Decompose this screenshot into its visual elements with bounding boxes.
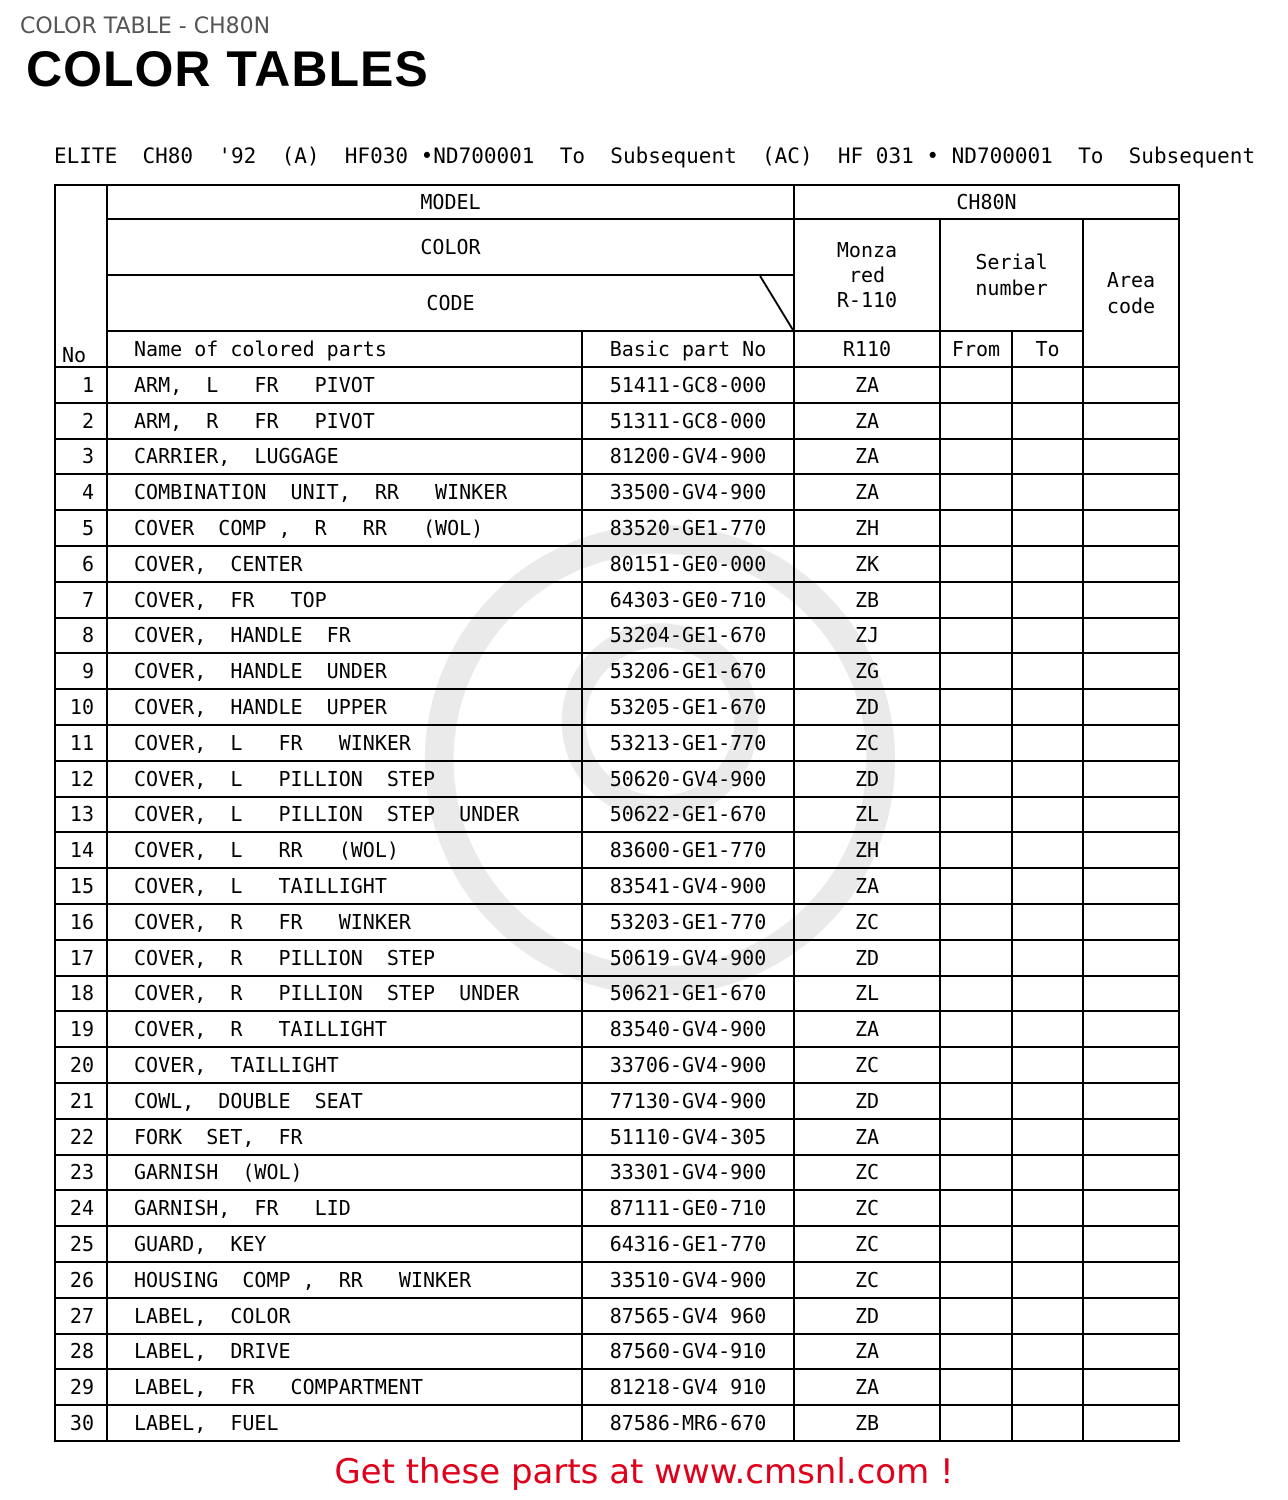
row-number: 1 xyxy=(55,367,107,403)
row-number: 16 xyxy=(55,904,107,940)
serial-to xyxy=(1012,1047,1083,1083)
color-code: ZA xyxy=(794,868,940,904)
serial-from xyxy=(940,904,1012,940)
serial-from xyxy=(940,1369,1012,1405)
serial-to xyxy=(1012,546,1083,582)
color-name: Monza red R-110 xyxy=(794,219,940,331)
row-number: 23 xyxy=(55,1155,107,1191)
serial-from xyxy=(940,976,1012,1012)
color-code: ZD xyxy=(794,940,940,976)
table-row xyxy=(55,653,1179,689)
part-name: COVER, R FR WINKER xyxy=(107,904,582,940)
serial-from xyxy=(940,832,1012,868)
serial-to xyxy=(1012,976,1083,1012)
serial-to xyxy=(1012,1226,1083,1262)
basic-part-number: 53206-GE1-670 xyxy=(582,653,794,689)
color-code: ZA xyxy=(794,474,940,510)
serial-from xyxy=(940,403,1012,439)
serial-from xyxy=(940,725,1012,761)
row-number: 13 xyxy=(55,797,107,833)
serial-to xyxy=(1012,1011,1083,1047)
table-row xyxy=(55,1155,1179,1191)
part-name: ARM, L FR PIVOT xyxy=(107,367,582,403)
color-code: ZA xyxy=(794,403,940,439)
serial-to xyxy=(1012,582,1083,618)
table-row xyxy=(55,976,1179,1012)
part-name: ARM, R FR PIVOT xyxy=(107,403,582,439)
color-code: ZH xyxy=(794,510,940,546)
area-code xyxy=(1083,940,1179,976)
basic-part-number: 33301-GV4-900 xyxy=(582,1155,794,1191)
serial-from xyxy=(940,1011,1012,1047)
color-code: ZD xyxy=(794,1083,940,1119)
area-code xyxy=(1083,832,1179,868)
serial-to xyxy=(1012,1119,1083,1155)
serial-to xyxy=(1012,1083,1083,1119)
part-name: COVER, FR TOP xyxy=(107,582,582,618)
area-code xyxy=(1083,1405,1179,1441)
basic-part-number: 64316-GE1-770 xyxy=(582,1226,794,1262)
serial-from xyxy=(940,653,1012,689)
area-code-header: Area code xyxy=(1083,219,1179,367)
serial-to xyxy=(1012,1155,1083,1191)
part-name: COVER, HANDLE FR xyxy=(107,618,582,654)
color-code: ZK xyxy=(794,546,940,582)
part-name: COVER, L TAILLIGHT xyxy=(107,868,582,904)
basic-part-number: 50620-GV4-900 xyxy=(582,761,794,797)
serial-from xyxy=(940,546,1012,582)
part-name: GUARD, KEY xyxy=(107,1226,582,1262)
basic-part-number: 87586-MR6-670 xyxy=(582,1405,794,1441)
row-number: 15 xyxy=(55,868,107,904)
row-number: 5 xyxy=(55,510,107,546)
basic-part-number: 33510-GV4-900 xyxy=(582,1262,794,1298)
area-code xyxy=(1083,510,1179,546)
area-code xyxy=(1083,868,1179,904)
row-number: 20 xyxy=(55,1047,107,1083)
part-name: COVER, R TAILLIGHT xyxy=(107,1011,582,1047)
part-name: COVER, L PILLION STEP UNDER xyxy=(107,797,582,833)
row-number: 6 xyxy=(55,546,107,582)
color-code: ZA xyxy=(794,439,940,475)
basic-part-number: 83600-GE1-770 xyxy=(582,832,794,868)
part-name: COVER COMP , R RR (WOL) xyxy=(107,510,582,546)
serial-from xyxy=(940,1334,1012,1370)
serial-from xyxy=(940,618,1012,654)
color-header: COLOR xyxy=(107,219,794,275)
color-code: ZA xyxy=(794,1119,940,1155)
row-number: 24 xyxy=(55,1190,107,1226)
color-code: ZB xyxy=(794,1405,940,1441)
row-number: 26 xyxy=(55,1262,107,1298)
area-code xyxy=(1083,403,1179,439)
area-code xyxy=(1083,1298,1179,1334)
color-code: ZC xyxy=(794,904,940,940)
area-code xyxy=(1083,367,1179,403)
table-row xyxy=(55,725,1179,761)
page-header: COLOR TABLE - CH80N xyxy=(20,14,271,39)
area-code xyxy=(1083,1262,1179,1298)
serial-from xyxy=(940,1047,1012,1083)
row-number: 18 xyxy=(55,976,107,1012)
part-name: FORK SET, FR xyxy=(107,1119,582,1155)
serial-from xyxy=(940,1298,1012,1334)
table-row xyxy=(55,510,1179,546)
color-code: ZC xyxy=(794,1190,940,1226)
serial-from xyxy=(940,797,1012,833)
color-code: ZA xyxy=(794,1334,940,1370)
basic-part-number: 50621-GE1-670 xyxy=(582,976,794,1012)
basic-part-number: 80151-GE0-000 xyxy=(582,546,794,582)
table-row xyxy=(55,582,1179,618)
basic-part-number: 87111-GE0-710 xyxy=(582,1190,794,1226)
serial-from xyxy=(940,510,1012,546)
area-code xyxy=(1083,1369,1179,1405)
name-column-header: Name of colored parts xyxy=(107,331,582,367)
color-code: ZL xyxy=(794,797,940,833)
table-row xyxy=(55,761,1179,797)
row-number: 14 xyxy=(55,832,107,868)
serial-from xyxy=(940,474,1012,510)
basic-part-number: 64303-GE0-710 xyxy=(582,582,794,618)
area-code xyxy=(1083,439,1179,475)
table-row xyxy=(55,1369,1179,1405)
table-row xyxy=(55,1083,1179,1119)
color-code: ZC xyxy=(794,1226,940,1262)
serial-from xyxy=(940,1083,1012,1119)
part-name: COVER, L RR (WOL) xyxy=(107,832,582,868)
serial-to xyxy=(1012,403,1083,439)
basic-part-number: 51110-GV4-305 xyxy=(582,1119,794,1155)
area-code xyxy=(1083,725,1179,761)
basic-part-number: 53203-GE1-770 xyxy=(582,904,794,940)
color-code: ZC xyxy=(794,1155,940,1191)
basic-part-number: 53213-GE1-770 xyxy=(582,725,794,761)
serial-to xyxy=(1012,689,1083,725)
basic-part-number: 33706-GV4-900 xyxy=(582,1047,794,1083)
color-code: ZC xyxy=(794,1262,940,1298)
area-code xyxy=(1083,1334,1179,1370)
serial-from xyxy=(940,1190,1012,1226)
table-row xyxy=(55,832,1179,868)
color-code: ZC xyxy=(794,1047,940,1083)
part-name: COVER, TAILLIGHT xyxy=(107,1047,582,1083)
table-row xyxy=(55,1119,1179,1155)
table-row xyxy=(55,1262,1179,1298)
serial-to xyxy=(1012,474,1083,510)
serial-to xyxy=(1012,1334,1083,1370)
part-name: COVER, L PILLION STEP xyxy=(107,761,582,797)
row-number: 29 xyxy=(55,1369,107,1405)
color-code: ZB xyxy=(794,582,940,618)
basic-part-number: 50619-GV4-900 xyxy=(582,940,794,976)
serial-to xyxy=(1012,940,1083,976)
row-number: 27 xyxy=(55,1298,107,1334)
serial-from-header: From xyxy=(940,331,1012,367)
serial-from xyxy=(940,940,1012,976)
area-code xyxy=(1083,618,1179,654)
area-code xyxy=(1083,582,1179,618)
table-row xyxy=(55,403,1179,439)
row-number: 28 xyxy=(55,1334,107,1370)
serial-number-header: Serial number xyxy=(940,219,1083,331)
serial-to xyxy=(1012,653,1083,689)
serial-from xyxy=(940,1226,1012,1262)
part-name: COVER, HANDLE UNDER xyxy=(107,653,582,689)
table-row xyxy=(55,546,1179,582)
color-code: ZH xyxy=(794,832,940,868)
table-row xyxy=(55,940,1179,976)
basic-part-number: 53205-GE1-670 xyxy=(582,689,794,725)
row-number: 7 xyxy=(55,582,107,618)
serial-from xyxy=(940,439,1012,475)
part-name: LABEL, COLOR xyxy=(107,1298,582,1334)
row-number: 2 xyxy=(55,403,107,439)
table-row xyxy=(55,797,1179,833)
area-code xyxy=(1083,474,1179,510)
serial-from xyxy=(940,868,1012,904)
row-number: 12 xyxy=(55,761,107,797)
basic-part-number: 83540-GV4-900 xyxy=(582,1011,794,1047)
area-code xyxy=(1083,653,1179,689)
area-code xyxy=(1083,904,1179,940)
color-code: ZJ xyxy=(794,618,940,654)
color-code-header: R110 xyxy=(794,331,940,367)
serial-from xyxy=(940,1262,1012,1298)
table-row xyxy=(55,1334,1179,1370)
serial-to xyxy=(1012,367,1083,403)
serial-to xyxy=(1012,761,1083,797)
no-header: No xyxy=(55,185,107,367)
model-value: CH80N xyxy=(794,185,1179,219)
row-number: 21 xyxy=(55,1083,107,1119)
diagonal-rule xyxy=(108,276,793,330)
basic-part-number: 51311-GC8-000 xyxy=(582,403,794,439)
part-name: LABEL, FR COMPARTMENT xyxy=(107,1369,582,1405)
model-subtitle: ELITE CH80 '92 (A) HF030 •ND700001 To Subsequent (AC) HF 031 • ND700001 To Subsequent xyxy=(54,144,1256,168)
table-row xyxy=(55,1226,1179,1262)
area-code xyxy=(1083,1011,1179,1047)
serial-to xyxy=(1012,510,1083,546)
table-row xyxy=(55,1190,1179,1226)
serial-to-header: To xyxy=(1012,331,1083,367)
area-code xyxy=(1083,546,1179,582)
serial-to xyxy=(1012,797,1083,833)
row-number: 25 xyxy=(55,1226,107,1262)
serial-from xyxy=(940,689,1012,725)
basic-part-number: 87565-GV4 960 xyxy=(582,1298,794,1334)
part-name: COWL, DOUBLE SEAT xyxy=(107,1083,582,1119)
part-name: LABEL, DRIVE xyxy=(107,1334,582,1370)
basic-part-number: 53204-GE1-670 xyxy=(582,618,794,654)
basic-part-number: 83520-GE1-770 xyxy=(582,510,794,546)
row-number: 10 xyxy=(55,689,107,725)
part-name: COMBINATION UNIT, RR WINKER xyxy=(107,474,582,510)
color-code: ZA xyxy=(794,367,940,403)
row-number: 19 xyxy=(55,1011,107,1047)
basic-part-number: 33500-GV4-900 xyxy=(582,474,794,510)
area-code xyxy=(1083,689,1179,725)
color-code: ZD xyxy=(794,689,940,725)
table-row xyxy=(55,1011,1179,1047)
serial-from xyxy=(940,761,1012,797)
table-row xyxy=(55,689,1179,725)
area-code xyxy=(1083,976,1179,1012)
table-row xyxy=(55,904,1179,940)
row-number: 9 xyxy=(55,653,107,689)
color-table xyxy=(54,184,1180,1442)
serial-to xyxy=(1012,904,1083,940)
part-name: COVER, R PILLION STEP xyxy=(107,940,582,976)
table-row xyxy=(55,868,1179,904)
parts-rows xyxy=(55,367,1179,1441)
area-code xyxy=(1083,1155,1179,1191)
color-code: ZD xyxy=(794,761,940,797)
area-code xyxy=(1083,1190,1179,1226)
color-code: ZA xyxy=(794,1011,940,1047)
row-number: 8 xyxy=(55,618,107,654)
serial-to xyxy=(1012,439,1083,475)
part-name: COVER, R PILLION STEP UNDER xyxy=(107,976,582,1012)
area-code xyxy=(1083,1119,1179,1155)
part-name: CARRIER, LUGGAGE xyxy=(107,439,582,475)
basic-part-number: 87560-GV4-910 xyxy=(582,1334,794,1370)
basic-part-number: 83541-GV4-900 xyxy=(582,868,794,904)
footer-link[interactable]: Get these parts at www.cmsnl.com ! xyxy=(334,1452,954,1492)
table-row xyxy=(55,1047,1179,1083)
part-no-column-header: Basic part No xyxy=(582,331,794,367)
area-code xyxy=(1083,1047,1179,1083)
area-code xyxy=(1083,797,1179,833)
part-name: COVER, CENTER xyxy=(107,546,582,582)
basic-part-number: 77130-GV4-900 xyxy=(582,1083,794,1119)
area-code xyxy=(1083,761,1179,797)
row-number: 17 xyxy=(55,940,107,976)
serial-to xyxy=(1012,725,1083,761)
table-row xyxy=(55,367,1179,403)
area-code xyxy=(1083,1226,1179,1262)
code-header: CODE xyxy=(107,275,794,331)
model-header: MODEL xyxy=(107,185,794,219)
color-code: ZG xyxy=(794,653,940,689)
color-code: ZD xyxy=(794,1298,940,1334)
table-row xyxy=(55,1405,1179,1441)
part-name: COVER, HANDLE UPPER xyxy=(107,689,582,725)
area-code xyxy=(1083,1083,1179,1119)
table-row xyxy=(55,1298,1179,1334)
serial-from xyxy=(940,367,1012,403)
serial-to xyxy=(1012,1369,1083,1405)
basic-part-number: 50622-GE1-670 xyxy=(582,797,794,833)
serial-from xyxy=(940,1405,1012,1441)
table-row xyxy=(55,618,1179,654)
table-row xyxy=(55,439,1179,475)
serial-to xyxy=(1012,1262,1083,1298)
serial-to xyxy=(1012,1298,1083,1334)
serial-from xyxy=(940,1119,1012,1155)
basic-part-number: 81200-GV4-900 xyxy=(582,439,794,475)
part-name: GARNISH (WOL) xyxy=(107,1155,582,1191)
part-name: GARNISH, FR LID xyxy=(107,1190,582,1226)
color-code: ZC xyxy=(794,725,940,761)
color-code: ZA xyxy=(794,1369,940,1405)
row-number: 22 xyxy=(55,1119,107,1155)
basic-part-number: 81218-GV4 910 xyxy=(582,1369,794,1405)
basic-part-number: 51411-GC8-000 xyxy=(582,367,794,403)
part-name: HOUSING COMP , RR WINKER xyxy=(107,1262,582,1298)
row-number: 4 xyxy=(55,474,107,510)
part-name: LABEL, FUEL xyxy=(107,1405,582,1441)
serial-to xyxy=(1012,1405,1083,1441)
serial-to xyxy=(1012,868,1083,904)
serial-from xyxy=(940,582,1012,618)
page-title: COLOR TABLES xyxy=(26,41,429,97)
table-row xyxy=(55,474,1179,510)
row-number: 11 xyxy=(55,725,107,761)
row-number: 30 xyxy=(55,1405,107,1441)
color-code: ZL xyxy=(794,976,940,1012)
serial-to xyxy=(1012,832,1083,868)
row-number: 3 xyxy=(55,439,107,475)
serial-to xyxy=(1012,1190,1083,1226)
part-name: COVER, L FR WINKER xyxy=(107,725,582,761)
serial-from xyxy=(940,1155,1012,1191)
serial-to xyxy=(1012,618,1083,654)
